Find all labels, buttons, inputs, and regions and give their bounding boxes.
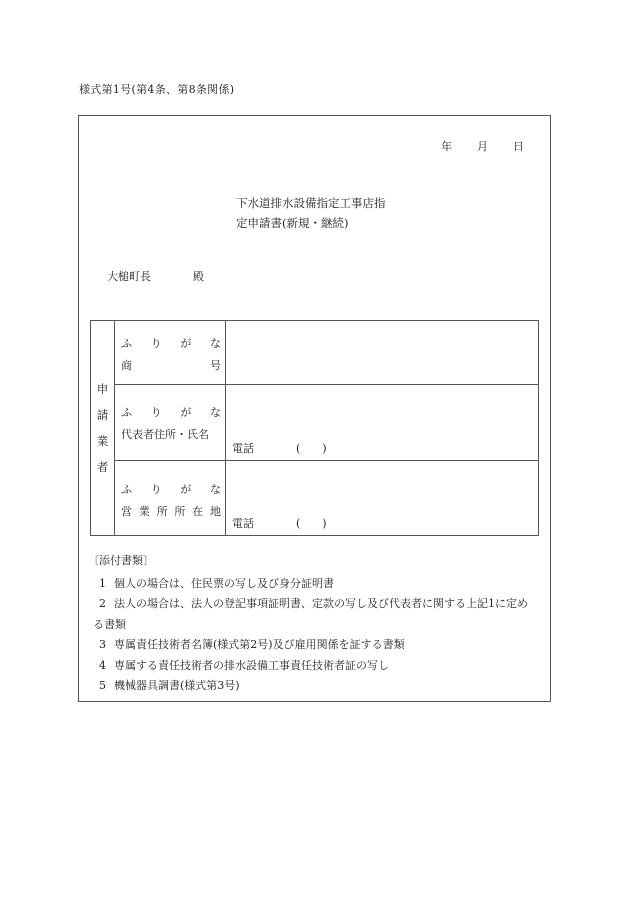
title-line-1: 下水道排水設備指定工事店指: [236, 196, 386, 210]
furigana-row: ふ り が な: [121, 406, 221, 419]
attachment-item-continuation: る書類: [93, 617, 126, 631]
office-address-text: 営 業 所 所 在 地: [121, 505, 221, 518]
office-address-field[interactable]: [226, 461, 539, 536]
date-line: [441, 138, 524, 154]
date-year: 年: [441, 140, 452, 153]
attachment-item: 4 専属する責任技術者の排水設備工事責任技術者証の写し: [99, 658, 389, 672]
applicant-table: [90, 320, 539, 535]
form-number-label: 様式第1号(第4条、第8条関係): [79, 83, 235, 96]
furigana-row: ふ り が な: [121, 337, 221, 350]
attachments-list: [88, 551, 528, 697]
date-day: 日: [513, 140, 524, 153]
representative-field[interactable]: [226, 385, 539, 461]
phone-line: 電話 ( ): [232, 517, 327, 530]
addressee-honorific: 殿: [193, 270, 204, 283]
addressee-name: 大槌町長: [107, 270, 151, 283]
attachment-item: 3 専属責任技術者名簿(様式第2号)及び雇用関係を証する書類: [99, 638, 405, 651]
attachments-heading: 〔添付書類〕: [88, 554, 154, 567]
trade-name-text: 商 号: [121, 359, 221, 372]
office-address-label: [115, 461, 226, 536]
applicant-side-label: 申 請 業 者: [91, 321, 115, 536]
document-title: [236, 193, 386, 233]
attachment-item: 1 個人の場合は、住民票の写し及び身分証明書: [99, 576, 334, 590]
trade-name-label: [115, 321, 226, 385]
representative-label: [115, 385, 226, 461]
attachment-item: 2 法人の場合は、法人の登記事項証明書、定款の写し及び代表者に関する上記1に定め: [99, 597, 528, 610]
furigana-row: ふ り が な: [121, 483, 221, 496]
title-line-2: 定申請書(新規・継続): [236, 216, 349, 230]
addressee: [107, 268, 204, 284]
attachment-item: 5 機械器具調書(様式第3号): [99, 679, 240, 692]
trade-name-field[interactable]: [226, 321, 539, 385]
date-month: 月: [477, 140, 488, 153]
representative-text: 代表者住所・氏名: [121, 428, 209, 441]
phone-line: 電話 ( ): [232, 442, 327, 455]
